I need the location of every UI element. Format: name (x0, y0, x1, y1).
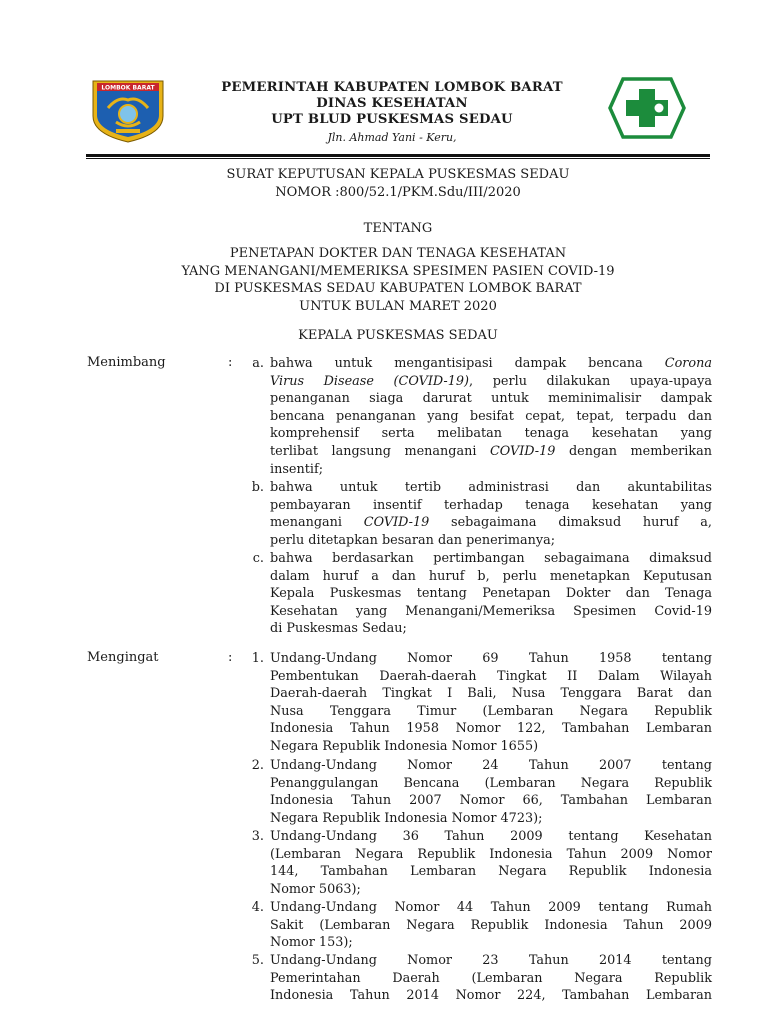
subject-line: PENETAPAN DOKTER DAN TENAGA KESEHATAN (229, 246, 567, 261)
decree-title (86, 166, 710, 201)
letterhead-agency: DINAS KESEHATAN (316, 96, 468, 111)
item-text: Undang-Undang Nomor 69 Tahun 1958 tentang Pembentukan Daerah-daerah Tingkat II Dalam Wilayah Daerah-daerah Tingkat I Bali, Nusa Tenggara Barat dan Nusa Tenggara Timur (Lembaran Negara Republik Indonesia Tahun 1958 Nomor 122, Tambahan Lembaran Negara Republik Indonesia Nomor 1655) (270, 651, 712, 754)
decree-number: NOMOR :800/52.1/PKM.Sdu/III/2020 (275, 184, 521, 200)
item-marker: 1. (251, 651, 264, 666)
item-text: bahwa untuk tertib administrasi dan akuntabilitas pembayaran insentif terhadap tenaga kesehatan yang menangani COVID-19 sebagaimana dimaksud huruf a, perlu ditetapkan besaran dan penerimanya; (270, 480, 712, 548)
letterhead-rule-thin (86, 158, 710, 159)
decree-subject (86, 245, 710, 315)
mengingat-label: Mengingat (87, 650, 159, 665)
menimbang-colon: : (228, 355, 233, 370)
item-marker: c. (252, 551, 264, 566)
item-marker: 3. (251, 829, 264, 844)
item-text: Undang-Undang 36 Tahun 2009 tentang Kesehatan (Lembaran Negara Republik Indonesia Tahun 2009 Nomor 144, Tambahan Lembaran Negara Republik Indonesia Nomor 5063); (270, 829, 712, 897)
emblem-label: LOMBOK BARAT (101, 84, 155, 92)
item-marker: 4. (251, 900, 264, 915)
item-marker: b. (251, 480, 264, 495)
tentang-heading (86, 220, 710, 238)
menimbang-label: Menimbang (87, 355, 166, 370)
subject-line: UNTUK BULAN MARET 2020 (299, 298, 497, 314)
item-marker: 2. (251, 758, 264, 773)
item-text: Undang-Undang Nomor 24 Tahun 2007 tentang Penanggulangan Bencana (Lembaran Negara Republik Indonesia Tahun 2007 Nomor 66, Tambahan Lembaran Negara Republik Indonesia Nomor 4723); (270, 758, 712, 826)
item-text: Undang-Undang Nomor 23 Tahun 2014 tentang Pemerintahan Daerah (Lembaran Negara Republik Indonesia Tahun 2014 Nomor 224, Tambahan Lembaran (270, 953, 712, 1004)
letterhead-unit: UPT BLUD PUSKESMAS SEDAU (271, 112, 513, 127)
item-text: Undang-Undang Nomor 44 Tahun 2009 tentang Rumah Sakit (Lembaran Negara Republik Indonesia Tahun 2009 Nomor 153); (270, 900, 712, 951)
puskesmas-cross-icon (608, 77, 686, 139)
lombok-barat-emblem-icon (90, 78, 166, 144)
letterhead (178, 80, 606, 145)
letterhead-address: Jln. Ahmad Yani - Keru, (327, 131, 457, 144)
item-text: bahwa untuk mengantisipasi dampak bencana Corona Virus Disease (COVID-19), perlu dilakukan upaya-upaya penanganan siaga darurat untuk meminimalisir dampak bencana penanganan yang besifat cepat, tepat, terpadu dan komprehensif serta melibatan tenaga kesehatan yang terlibat langsung menangani COVID-19 dengan memberikan insentif; (270, 356, 712, 477)
authority-heading (86, 327, 710, 345)
tentang-label: TENTANG (363, 221, 433, 236)
mengingat-colon: : (228, 650, 233, 665)
item-marker: 5. (251, 953, 264, 968)
authority-label: KEPALA PUSKESMAS SEDAU (298, 328, 498, 343)
subject-line: DI PUSKESMAS SEDAU KABUPATEN LOMBOK BARAT (214, 281, 582, 296)
letterhead-rule-thick (86, 154, 710, 157)
item-text: bahwa berdasarkan pertimbangan sebagaimana dimaksud dalam huruf a dan huruf b, perlu menetapkan Keputusan Kepala Puskesmas tentang Penetapan Dokter dan Tenaga Kesehatan yang Menangani/Memeriksa Spesimen Covid-19 di Puskesmas Sedau; (270, 551, 712, 637)
letterhead-government: PEMERINTAH KABUPATEN LOMBOK BARAT (221, 80, 563, 95)
subject-line: YANG MENANGANI/MEMERIKSA SPESIMEN PASIEN COVID-19 (181, 263, 615, 279)
item-marker: a. (252, 356, 264, 371)
decree-title-line: SURAT KEPUTUSAN KEPALA PUSKESMAS SEDAU (226, 167, 570, 182)
